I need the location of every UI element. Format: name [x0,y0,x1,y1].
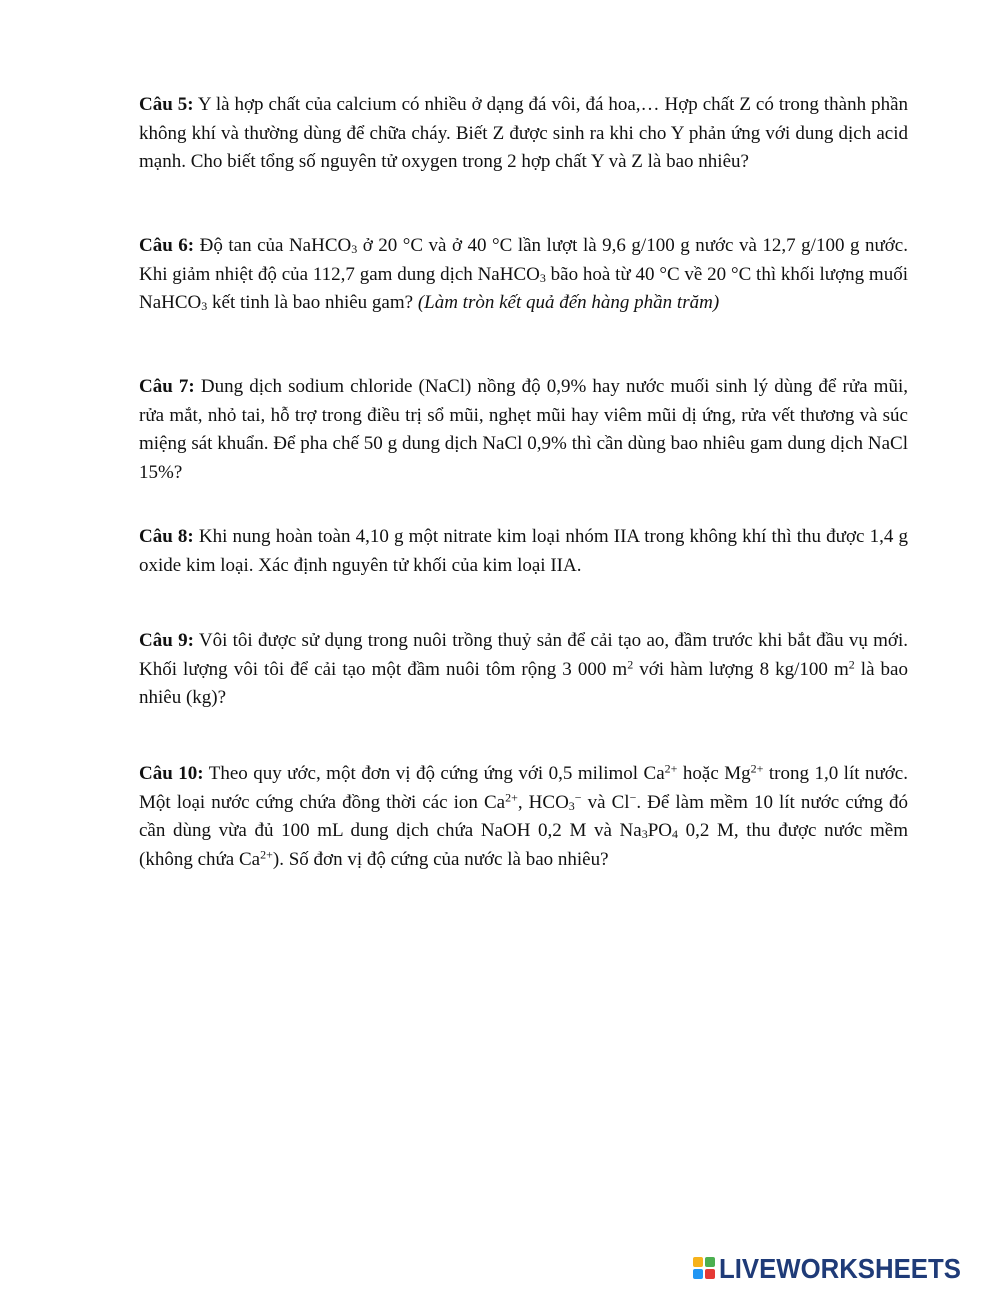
question-label: Câu 9: [139,630,194,651]
question-label: Câu 5: [139,94,194,115]
logo-text: LIVEWORKSHEETS [719,1253,961,1284]
question-label: Câu 8: [139,526,194,547]
liveworksheets-logo-icon [693,1257,717,1281]
question-label: Câu 7: [139,376,195,397]
question-5: Câu 5: Y là hợp chất của calcium có nhiều ở dạng đá vôi, đá hoa,… Hợp chất Z có trong thành phần không khí và thường dùng để chữa cháy. Biết Z được sinh ra khi cho Y phản ứng với dung dịch acid mạnh. Cho biết tổng số nguyên tử oxygen trong 2 hợp chất Y và Z là bao nhiêu? [139,94,909,172]
question-label: Câu 6: [139,235,195,256]
rounding-note: (Làm tròn kết quả đến hàng phần trăm) [417,292,720,313]
question-7: Câu 7: Dung dịch sodium chloride (NaCl) nồng độ 0,9% hay nước muối sinh lý dùng để rửa mũi, rửa mắt, nhỏ tai, hỗ trợ trong điều trị sổ mũi, nghẹt mũi hay viêm mũi dị ứng, rửa vết thương và súc miệng sát khuẩn. Để pha chế 50 g dung dịch NaCl 0,9% thì cần dùng bao nhiêu gam dung dịch NaCl 15%? [139,376,908,483]
question-8: Câu 8: Khi nung hoàn toàn 4,10 g một nitrate kim loại nhóm IIA trong không khí thì thu được 1,4 g oxide kim loại. Xác định nguyên tử khối của kim loại IIA. [139,526,908,576]
question-6: Câu 6: Độ tan của NaHCO$_3$ ở 20 °C và ở 40 °C lần lượt là 9,6 g/100 g nước và 12,7 g/100 g nước. Khi giảm nhiệt độ của 112,7 gam dung dịch NaHCO$_3$ bão hoà từ 40 °C về 20 °C thì khối lượng muối NaHCO$_3$ kết tinh là bao nhiêu gam? (Làm tròn kết quả đến hàng phần trăm) [139,235,908,313]
question-10: Câu 10: Theo quy ước, một đơn vị độ cứng ứng với 0,5 milimol $Ca^{2+}$ hoặc $Mg^{2+}$ trong 1,0 lít nước. Một loại nước cứng chứa đồng thời các ion $Ca^{2+}$, $HCO_3^-$ và Cl−. Để làm mềm 10 lít nước cứng đó cần dùng vừa đủ 100 mL dung dịch chứa NaOH 0,2 M và $Na_3PO_4$ 0,2 M, thu được nước mềm (không chứa $Ca^{2+}$). Số đơn vị độ cứng của nước là bao nhiêu? [139,761,908,870]
question-9: Câu 9: Vôi tôi được sử dụng trong nuôi trồng thuỷ sản để cải tạo ao, đầm trước khi bắt đầu vụ mới. Khối lượng vôi tôi để cải tạo một đầm nuôi tôm rộng 3 000 $m^2$ với hàm lượng 8 kg/100 $m^2$ là bao nhiêu (kg)? [139,630,908,708]
liveworksheets-logo[interactable] [693,1254,982,1284]
question-label: Câu 10: [139,763,204,784]
